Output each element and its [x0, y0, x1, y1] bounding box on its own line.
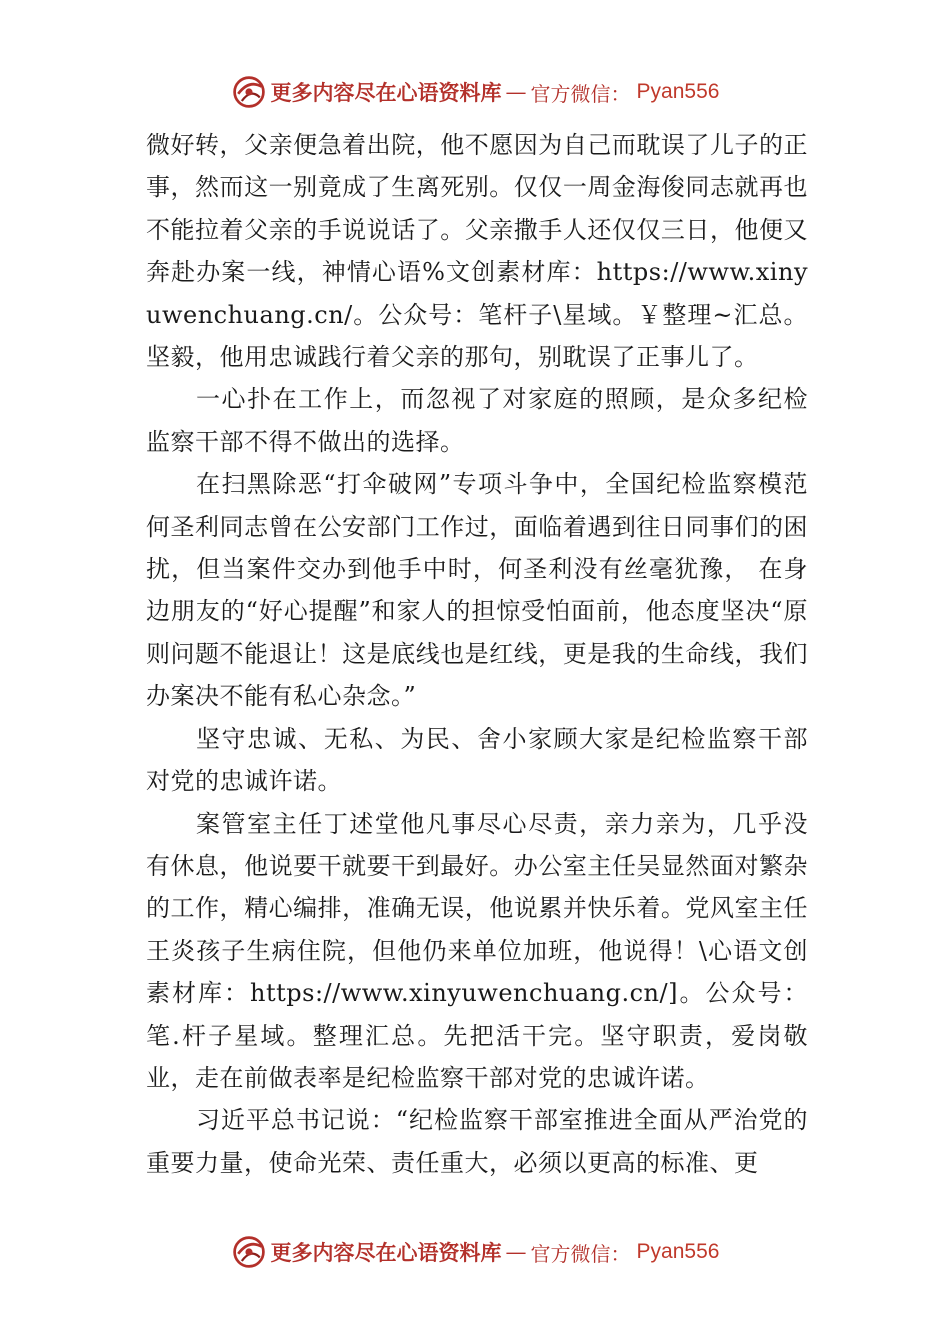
footer-wechat-id: Pyan556 [636, 1240, 720, 1263]
header-wechat-label: 官方微信： [530, 81, 631, 106]
body-paragraph: 坚守忠诚、无私、为民、舍小家顾大家是纪检监察干部对党的忠诚许诺。 [146, 724, 808, 796]
body-paragraph: 案管室主任丁述堂他凡事尽心尽责，亲力亲为，几乎没有休息，他说要干就要干到最好。办公室主任吴显然面对繁杂的工作，精心编排，准确无误，他说累并快乐着。党风室主任王炎孩子生病住院，但他仍来单位加班，他说得！\心语文创素材库：https://www.xinyuwenchuang.cn/]。公众号：笔.杆子星域。整理汇总。先把活干完。坚守职责，爱岗敬业，走在前做表率是纪检监察干部对党的忠诚许诺。 [146, 809, 808, 1092]
header-brand-text: 更多内容尽在心语资料库 [270, 80, 502, 105]
brand-logo-icon [231, 74, 267, 110]
footer-brand-text: 更多内容尽在心语资料库 [270, 1240, 502, 1265]
body-paragraph: 微好转，父亲便急着出院，他不愿因为自己而耽误了儿子的正事，然而这一别竟成了生离死别。仅仅一周金海俊同志就再也不能拉着父亲的手说说话了。父亲撒手人还仅仅三日，他便又奔赴办案一线，神情心语%文创素材库：https://www.xinyuwenchuang.cn/。公众号：笔杆子\星域。￥整理~汇总。坚毅，他用忠诚践行着父亲的那句，别耽误了正事儿了。 [146, 131, 808, 372]
body-paragraph: 习近平总书记说：“纪检监察干部室推进全面从严治党的重要力量，使命光荣、责任重大，必须以更高的标准、更 [146, 1106, 808, 1177]
header-wechat-id: Pyan556 [636, 80, 720, 103]
document-body [146, 124, 808, 1184]
body-paragraph: 一心扑在工作上，而忽视了对家庭的照顾，是众多纪检监察干部不得不做出的选择。 [146, 385, 808, 456]
body-paragraph: 在扫黑除恶“打伞破网”专项斗争中，全国纪检监察模范何圣利同志曾在公安部门工作过，面临着遇到往日同事们的困扰，但当案件交办到他手中时，何圣利没有丝毫犹豫， 在身边朋友的“好心提醒”和家人的担惊受怕面前，他态度坚决“原则问题不能退让！这是底线也是红线，更是我的生命线，我们办案决不能有私心杂念。” [146, 470, 808, 711]
header-banner [0, 72, 950, 112]
footer-dash: — [505, 1240, 527, 1264]
footer-wechat-label: 官方微信： [530, 1241, 631, 1266]
brand-logo-icon [231, 1234, 267, 1270]
header-dash: — [505, 80, 527, 104]
footer-banner [0, 1232, 950, 1272]
